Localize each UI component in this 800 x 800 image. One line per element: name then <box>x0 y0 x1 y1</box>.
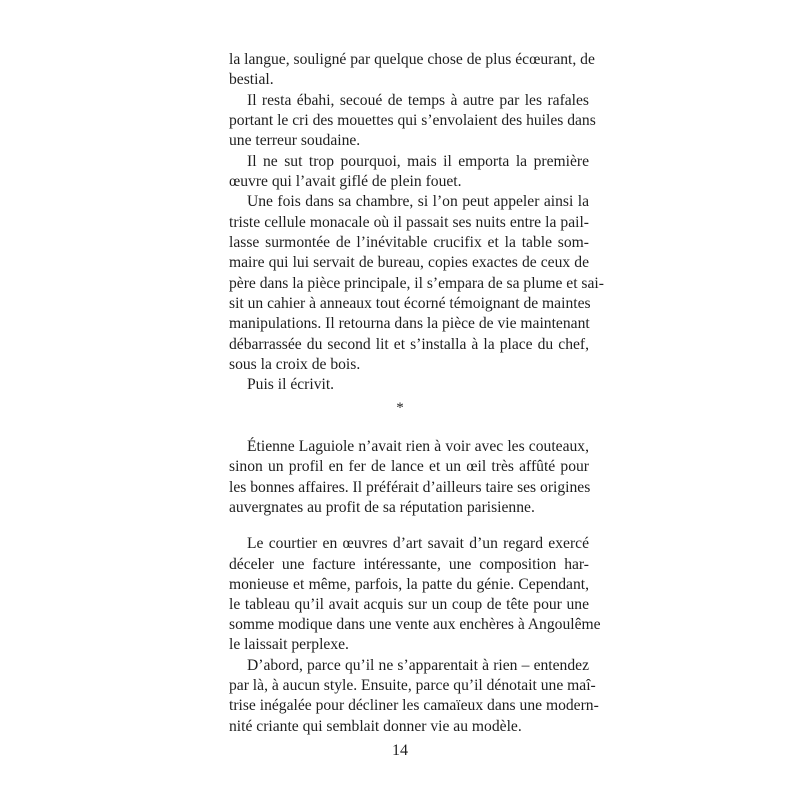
text-line: nité criante qui semblait donner vie au modèle. <box>229 718 522 735</box>
text-line: trise inégalée pour décliner les camaïeux dans une modern- <box>229 697 599 714</box>
text-line: la langue, souligné par quelque chose de plus écœurant, de <box>229 51 595 68</box>
scene-break-asterisk: * <box>396 400 404 416</box>
text-line: sous la croix de bois. <box>229 356 361 373</box>
text-line: père dans la pièce principale, il s’empara de sa plume et sai- <box>229 275 604 292</box>
text-line: bestial. <box>229 71 274 88</box>
text-line: somme modique dans une vente aux enchères à Angoulême <box>229 616 601 633</box>
text-line: déceler une facture intéressante, une composition har- <box>229 556 589 573</box>
text-line: Étienne Laguiole n’avait rien à voir avec les couteaux, <box>247 438 589 455</box>
text-line: Il ne sut trop pourquoi, mais il emporta la première <box>247 153 589 170</box>
text-line: une terreur soudaine. <box>229 132 361 149</box>
text-line: sinon un profil en fer de lance et un œil très affûté pour <box>229 458 589 475</box>
text-line: les bonnes affaires. Il préférait d’ailleurs taire ses origines <box>229 479 591 496</box>
text-line: triste cellule monacale où il passait ses nuits entre la pail- <box>229 214 589 231</box>
text-line: lasse surmontée de l’inévitable crucifix et la table som- <box>229 234 589 251</box>
text-line: œuvre qui l’avait giflé de plein fouet. <box>229 173 462 190</box>
text-line: le laissait perplexe. <box>229 636 349 653</box>
text-line: Le courtier en œuvres d’art savait d’un regard exercé <box>247 535 589 552</box>
text-line: par là, à aucun style. Ensuite, parce qu’il dénotait une maî- <box>229 677 596 694</box>
text-line: débarrassée du second lit et s’installa à la place du chef, <box>229 336 589 353</box>
text-line: D’abord, parce qu’il ne s’apparentait à rien – entendez <box>247 657 589 674</box>
text-line: Une fois dans sa chambre, si l’on peut appeler ainsi la <box>247 193 589 210</box>
text-line: monieuse et même, parfois, la patte du génie. Cependant, <box>229 576 589 593</box>
text-line: manipulations. Il retourna dans la pièce de vie maintenant <box>229 315 590 332</box>
text-line: auvergnates au profit de sa réputation parisienne. <box>229 499 535 516</box>
page-number: 14 <box>392 742 408 759</box>
text-line: le tableau qu’il avait acquis sur un coup de tête pour une <box>229 596 589 613</box>
text-line: sit un cahier à anneaux tout écorné témoignant de maintes <box>229 295 591 312</box>
text-line: portant le cri des mouettes qui s’envolaient des huiles dans <box>229 112 596 129</box>
text-line: maire qui lui servait de bureau, copies exactes de ceux de <box>229 254 589 271</box>
text-line: Il resta ébahi, secoué de temps à autre par les rafales <box>247 92 589 109</box>
text-line: Puis il écrivit. <box>247 376 335 393</box>
